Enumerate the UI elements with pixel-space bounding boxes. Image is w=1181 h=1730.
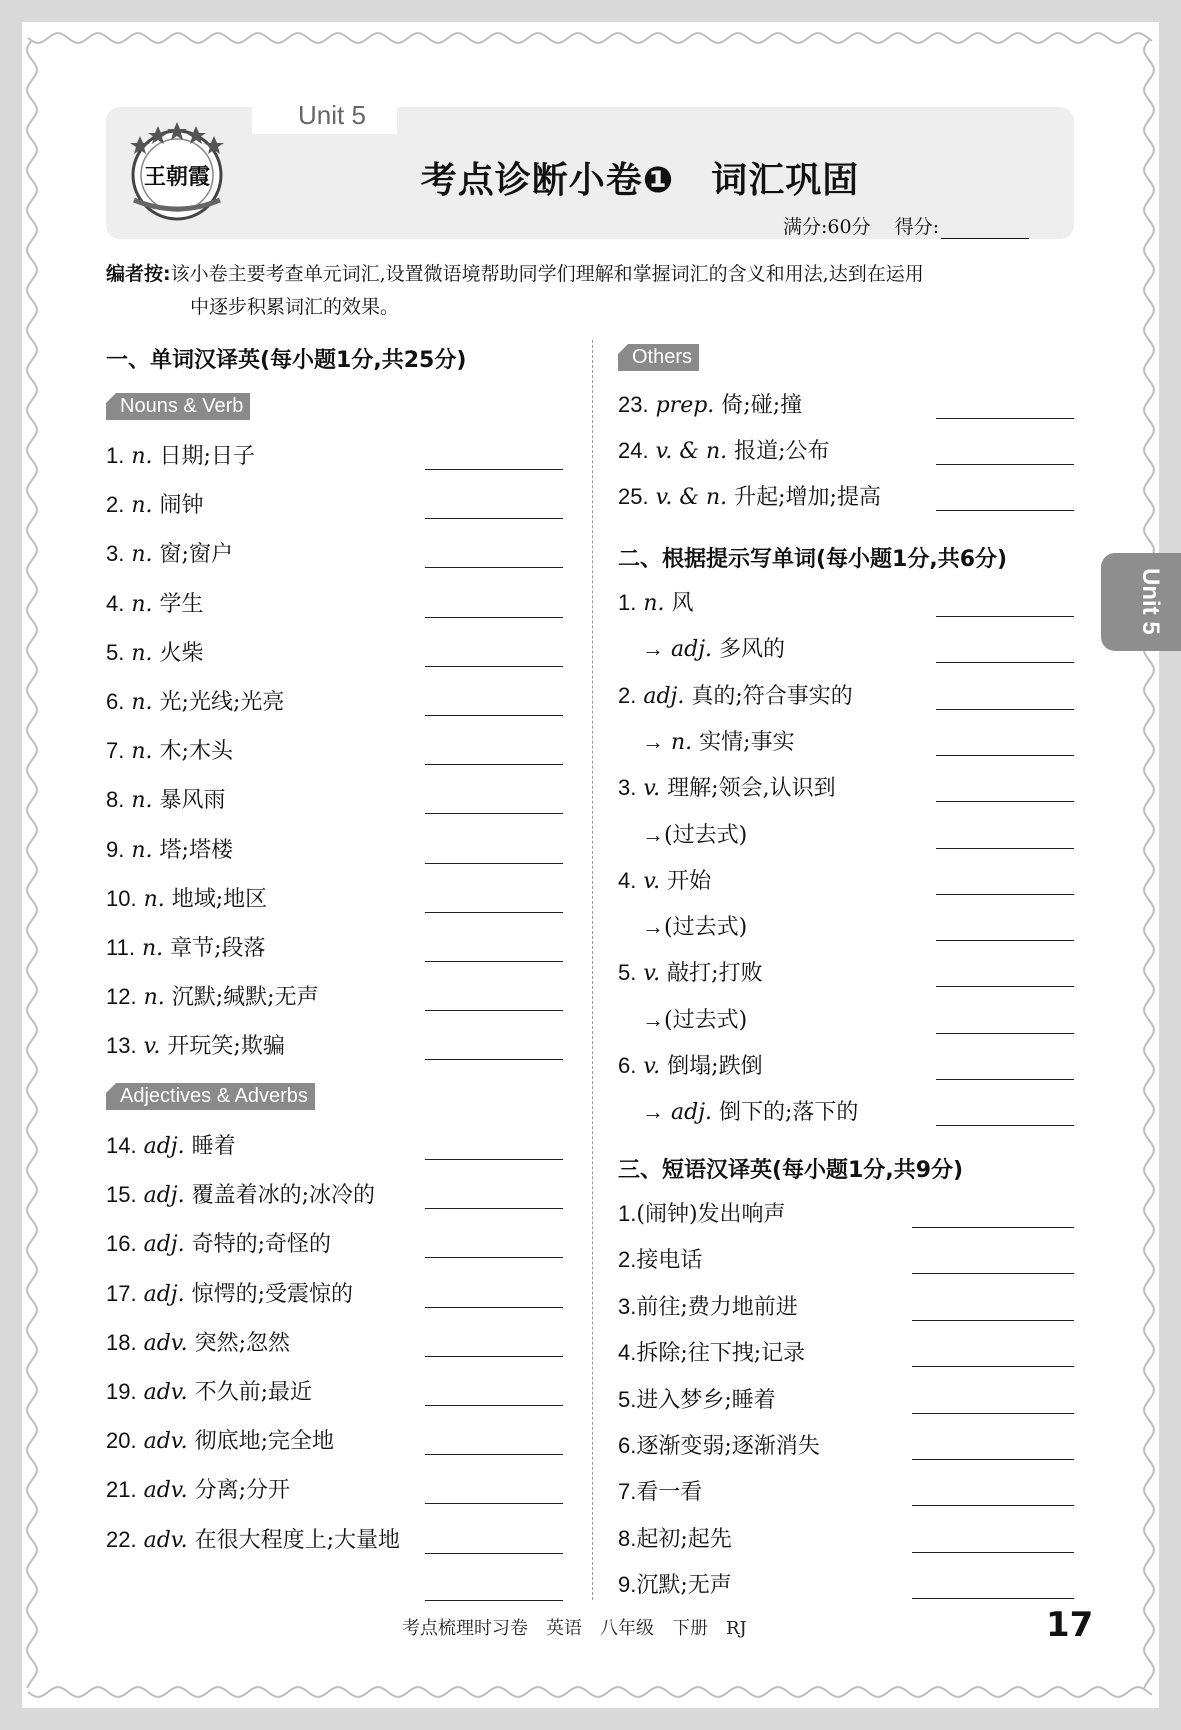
item-number: 9. bbox=[618, 1572, 637, 1598]
vocab-item bbox=[106, 785, 226, 816]
item-number: 4. bbox=[618, 1340, 637, 1366]
item-prompt: 日期;日子 bbox=[159, 444, 255, 469]
answer-blank[interactable] bbox=[425, 764, 563, 765]
part-of-speech: adj. bbox=[671, 637, 713, 663]
hint-item bbox=[618, 773, 836, 804]
item-number: 16. bbox=[106, 1231, 137, 1257]
vocab-item bbox=[106, 1475, 290, 1506]
item-prompt: 报道;公布 bbox=[734, 439, 830, 464]
item-number: 6. bbox=[618, 1433, 637, 1458]
item-prompt: 光;光线;光亮 bbox=[159, 690, 285, 715]
part-of-speech: n. bbox=[131, 444, 153, 469]
part-of-speech: adj. bbox=[143, 1281, 185, 1307]
item-number: 17. bbox=[106, 1280, 137, 1306]
item-number: 18. bbox=[106, 1329, 137, 1355]
column-divider bbox=[592, 340, 593, 1600]
item-prompt: 不久前;最近 bbox=[194, 1380, 313, 1405]
item-prompt: 倒下的;落下的 bbox=[719, 1100, 859, 1126]
score-line bbox=[783, 212, 1029, 239]
part-of-speech: v. bbox=[643, 776, 661, 802]
footer-text: 考点梳理时习卷 英语 八年级 下册 RJ bbox=[402, 1618, 747, 1639]
item-number: 6. bbox=[618, 1053, 637, 1078]
publisher-logo bbox=[122, 118, 232, 228]
item-prompt: (过去式) bbox=[664, 822, 748, 848]
item-number: 5. bbox=[106, 639, 125, 665]
item-prompt: 拆除;往下拽;记录 bbox=[636, 1341, 806, 1367]
phrase-item bbox=[618, 1199, 786, 1230]
answer-blank[interactable] bbox=[425, 1356, 563, 1357]
item-prompt: 沉默;缄默;无声 bbox=[171, 985, 319, 1011]
part-of-speech: n. bbox=[143, 985, 165, 1011]
item-prompt: 分离;分开 bbox=[194, 1478, 291, 1504]
answer-blank[interactable] bbox=[425, 813, 563, 814]
item-number: 11. bbox=[106, 935, 135, 960]
item-prompt: 进入梦乡;睡着 bbox=[636, 1387, 776, 1413]
answer-blank[interactable] bbox=[936, 940, 1074, 941]
part-of-speech: adj. bbox=[143, 1232, 185, 1258]
item-prompt: 开始 bbox=[667, 868, 712, 894]
item-prompt: 倒塌;跌倒 bbox=[667, 1054, 763, 1079]
part-of-speech: n. bbox=[131, 640, 153, 666]
item-number: 13. bbox=[106, 1033, 137, 1059]
answer-blank[interactable] bbox=[425, 961, 563, 962]
phrase-item bbox=[618, 1385, 776, 1416]
item-number: 3. bbox=[618, 1293, 637, 1319]
score-blank[interactable] bbox=[941, 219, 1029, 239]
answer-blank[interactable] bbox=[912, 1273, 1074, 1274]
item-number: 3. bbox=[618, 775, 637, 801]
item-number: 8. bbox=[618, 1525, 637, 1551]
item-prompt: 火柴 bbox=[159, 640, 204, 666]
vocab-item bbox=[106, 1279, 353, 1310]
hint-item bbox=[618, 588, 694, 619]
item-prompt: 睡着 bbox=[191, 1134, 236, 1159]
item-number: 14. bbox=[106, 1133, 137, 1158]
item-number: → bbox=[642, 1006, 664, 1032]
item-prompt: 起初;起先 bbox=[636, 1526, 732, 1552]
answer-blank[interactable] bbox=[425, 1307, 563, 1308]
item-number: 2. bbox=[106, 492, 125, 518]
section1-heading: 一、单词汉译英(每小题1分,共25分) bbox=[106, 348, 467, 373]
page-number: 17 bbox=[1046, 1605, 1094, 1645]
answer-blank[interactable] bbox=[936, 755, 1074, 756]
item-number: → bbox=[642, 728, 664, 754]
item-prompt: 看一看 bbox=[636, 1480, 703, 1506]
vocab-item bbox=[106, 1031, 285, 1062]
answer-blank[interactable] bbox=[936, 464, 1074, 465]
item-number: 1. bbox=[618, 1201, 637, 1226]
answer-blank[interactable] bbox=[425, 666, 563, 667]
part-of-speech: v. bbox=[143, 1034, 161, 1060]
page-title: 考点诊断小卷❶ 词汇巩固 bbox=[420, 160, 860, 201]
part-of-speech: n. bbox=[131, 837, 153, 863]
item-prompt: 覆盖着冰的;冰冷的 bbox=[191, 1183, 376, 1209]
svg-text:王朝霞: 王朝霞 bbox=[143, 164, 211, 190]
vocab-item bbox=[106, 884, 267, 915]
item-prompt: 倚;碰;撞 bbox=[721, 393, 803, 418]
vocab-item bbox=[106, 1377, 312, 1408]
item-number: 19. bbox=[106, 1379, 137, 1404]
part-of-speech: n. bbox=[671, 729, 693, 755]
vocab-item bbox=[106, 1426, 334, 1457]
item-number: 8. bbox=[106, 787, 125, 813]
answer-blank[interactable] bbox=[912, 1598, 1074, 1599]
answer-blank[interactable] bbox=[912, 1552, 1074, 1553]
answer-blank[interactable] bbox=[936, 801, 1074, 802]
item-number: 2. bbox=[618, 1247, 637, 1273]
vocab-item bbox=[106, 638, 204, 669]
answer-blank[interactable] bbox=[936, 1079, 1074, 1080]
vocab-item bbox=[106, 589, 204, 620]
part-of-speech: v. & n. bbox=[655, 485, 728, 510]
item-prompt: 风 bbox=[671, 591, 694, 616]
answer-blank[interactable] bbox=[936, 418, 1074, 419]
vocab-item bbox=[106, 1229, 331, 1260]
item-prompt: (过去式) bbox=[664, 1007, 748, 1033]
part-of-speech: adj. bbox=[143, 1183, 185, 1209]
item-prompt: 学生 bbox=[159, 591, 204, 617]
item-prompt: 真的;符合事实的 bbox=[691, 683, 853, 709]
editor-note bbox=[106, 258, 1081, 324]
item-number: 5. bbox=[618, 1386, 637, 1412]
part-of-speech: n. bbox=[643, 591, 665, 616]
answer-blank[interactable] bbox=[936, 616, 1074, 617]
part-of-speech: n. bbox=[131, 493, 153, 519]
phrase-item bbox=[618, 1524, 732, 1555]
item-number: 12. bbox=[106, 984, 137, 1010]
item-number: → bbox=[642, 821, 664, 847]
hint-item bbox=[642, 912, 747, 943]
item-number: 10. bbox=[106, 885, 137, 911]
answer-blank[interactable] bbox=[425, 1257, 563, 1258]
answer-blank[interactable] bbox=[425, 1553, 563, 1554]
vocab-item bbox=[106, 1131, 236, 1162]
answer-blank[interactable] bbox=[912, 1413, 1074, 1414]
answer-blank[interactable] bbox=[425, 912, 563, 913]
hint-item bbox=[642, 634, 785, 665]
full-score: 满分:60分 bbox=[783, 216, 871, 238]
answer-blank[interactable] bbox=[936, 1125, 1074, 1126]
item-number: 6. bbox=[106, 689, 125, 714]
item-prompt: 升起;增加;提高 bbox=[734, 485, 881, 510]
item-number: 9. bbox=[106, 836, 125, 862]
part-of-speech: adj. bbox=[143, 1134, 185, 1159]
item-prompt: 实情;事实 bbox=[699, 729, 795, 755]
part-of-speech: adj. bbox=[643, 683, 685, 709]
item-number: 23. bbox=[618, 392, 649, 417]
answer-blank[interactable] bbox=[912, 1227, 1074, 1228]
score-label: 得分: bbox=[894, 216, 940, 238]
item-prompt: 开玩笑;欺骗 bbox=[167, 1034, 285, 1060]
item-prompt: 前往;费力地前进 bbox=[636, 1294, 798, 1320]
answer-blank[interactable] bbox=[425, 1010, 563, 1011]
item-number: 5. bbox=[618, 960, 637, 986]
item-prompt: 沉默;无声 bbox=[636, 1573, 732, 1599]
item-prompt: 理解;领会,认识到 bbox=[667, 776, 836, 802]
item-number: 4. bbox=[618, 867, 637, 893]
part-of-speech: n. bbox=[143, 886, 165, 912]
vocab-item bbox=[106, 490, 204, 521]
part-of-speech: n. bbox=[131, 542, 153, 568]
vocab-item bbox=[106, 441, 255, 472]
item-number: 3. bbox=[106, 541, 125, 567]
vocab-item bbox=[618, 482, 881, 513]
answer-blank[interactable] bbox=[425, 1503, 563, 1504]
phrase-item bbox=[618, 1477, 702, 1508]
section2-heading: 二、根据提示写单词(每小题1分,共6分) bbox=[618, 547, 1008, 572]
answer-blank[interactable] bbox=[425, 1059, 563, 1060]
answer-blank[interactable] bbox=[936, 894, 1074, 895]
item-number: → bbox=[642, 636, 664, 662]
answer-blank[interactable] bbox=[912, 1366, 1074, 1367]
item-prompt: (闹钟)发出响声 bbox=[636, 1202, 786, 1227]
answer-blank[interactable] bbox=[912, 1505, 1074, 1506]
phrase-item bbox=[618, 1245, 702, 1276]
answer-blank[interactable] bbox=[425, 1600, 563, 1601]
item-number: 22. bbox=[106, 1526, 137, 1552]
vocab-item bbox=[106, 1525, 400, 1556]
answer-blank[interactable] bbox=[912, 1459, 1074, 1460]
hint-item bbox=[618, 681, 853, 712]
answer-blank[interactable] bbox=[936, 848, 1074, 849]
unit-label: Unit 5 bbox=[298, 100, 366, 130]
item-prompt: 奇特的;奇怪的 bbox=[191, 1232, 332, 1258]
item-number: 7. bbox=[618, 1479, 637, 1505]
part-of-speech: adv. bbox=[143, 1478, 188, 1504]
part-of-speech: v. bbox=[643, 1054, 661, 1079]
item-prompt: 彻底地;完全地 bbox=[194, 1429, 335, 1455]
item-prompt: 逐渐变弱;逐渐消失 bbox=[636, 1434, 820, 1459]
item-prompt: 突然;忽然 bbox=[194, 1330, 291, 1356]
item-prompt: 塔;塔楼 bbox=[159, 837, 233, 863]
editor-note-label: 编者按: bbox=[106, 263, 171, 285]
item-number: 2. bbox=[618, 682, 637, 708]
hint-item bbox=[642, 1097, 858, 1128]
item-number: 21. bbox=[106, 1477, 137, 1503]
part-of-speech: adj. bbox=[671, 1100, 713, 1126]
part-of-speech: n. bbox=[141, 936, 164, 961]
part-of-speech: adv. bbox=[143, 1380, 188, 1405]
tag-adjectives-adverbs: Adjectives & Adverbs bbox=[106, 1083, 315, 1110]
phrase-item bbox=[618, 1431, 820, 1462]
part-of-speech: n. bbox=[131, 739, 153, 765]
item-prompt: 闹钟 bbox=[159, 493, 204, 519]
answer-blank[interactable] bbox=[912, 1320, 1074, 1321]
answer-blank[interactable] bbox=[936, 986, 1074, 987]
item-number: 1. bbox=[106, 443, 125, 468]
item-prompt: 章节;段落 bbox=[170, 936, 266, 961]
answer-blank[interactable] bbox=[425, 617, 563, 618]
item-prompt: 敲打;打败 bbox=[667, 961, 763, 987]
answer-blank[interactable] bbox=[425, 863, 563, 864]
answer-blank[interactable] bbox=[425, 1405, 563, 1406]
phrase-item bbox=[618, 1338, 805, 1369]
part-of-speech: n. bbox=[131, 690, 153, 715]
hint-item bbox=[642, 727, 795, 758]
item-prompt: 惊愕的;受震惊的 bbox=[191, 1281, 354, 1307]
item-prompt: 地域;地区 bbox=[171, 886, 268, 912]
item-number: 24. bbox=[618, 438, 649, 463]
vocab-item bbox=[106, 1180, 375, 1211]
part-of-speech: v. & n. bbox=[655, 439, 728, 464]
item-number: 4. bbox=[106, 590, 125, 616]
part-of-speech: adv. bbox=[143, 1429, 188, 1455]
vocab-item bbox=[106, 933, 266, 964]
part-of-speech: n. bbox=[131, 788, 153, 814]
vocab-item bbox=[106, 539, 233, 570]
item-prompt: 在很大程度上;大量地 bbox=[194, 1527, 401, 1553]
vocab-item bbox=[106, 1328, 290, 1359]
answer-blank[interactable] bbox=[936, 510, 1074, 511]
answer-blank[interactable] bbox=[425, 469, 563, 470]
part-of-speech: adv. bbox=[143, 1330, 188, 1356]
item-prompt: 木;木头 bbox=[159, 739, 233, 765]
vocab-item bbox=[618, 390, 802, 421]
part-of-speech: n. bbox=[131, 591, 153, 617]
item-number: 1. bbox=[618, 590, 637, 615]
tag-nouns-verb: Nouns & Verb bbox=[106, 393, 250, 420]
vocab-item bbox=[106, 982, 319, 1013]
item-prompt: (过去式) bbox=[664, 915, 748, 941]
hint-item bbox=[618, 1051, 763, 1082]
answer-blank[interactable] bbox=[425, 1208, 563, 1209]
hint-item bbox=[642, 1005, 747, 1036]
editor-note-line2: 中逐步积累词汇的效果。 bbox=[190, 296, 400, 318]
item-number: 25. bbox=[618, 484, 649, 509]
vocab-item bbox=[618, 436, 830, 467]
section3-heading: 三、短语汉译英(每小题1分,共9分) bbox=[618, 1158, 964, 1183]
answer-blank[interactable] bbox=[936, 662, 1074, 663]
phrase-item bbox=[618, 1570, 732, 1601]
answer-blank[interactable] bbox=[936, 709, 1074, 710]
part-of-speech: v. bbox=[643, 868, 661, 894]
phrase-item bbox=[618, 1292, 798, 1323]
item-prompt: 暴风雨 bbox=[159, 788, 226, 814]
hint-item bbox=[618, 866, 711, 897]
vocab-item bbox=[106, 736, 233, 767]
item-number: → bbox=[642, 914, 664, 940]
item-prompt: 窗;窗户 bbox=[159, 542, 233, 568]
part-of-speech: adv. bbox=[143, 1527, 188, 1553]
item-prompt: 多风的 bbox=[719, 637, 786, 663]
hint-item bbox=[642, 820, 747, 851]
item-prompt: 接电话 bbox=[636, 1248, 703, 1274]
answer-blank[interactable] bbox=[425, 1159, 563, 1160]
answer-blank[interactable] bbox=[425, 518, 563, 519]
hint-item bbox=[618, 958, 763, 989]
answer-blank[interactable] bbox=[425, 1454, 563, 1455]
item-number: → bbox=[642, 1099, 664, 1125]
answer-blank[interactable] bbox=[425, 715, 563, 716]
answer-blank[interactable] bbox=[425, 567, 563, 568]
item-number: 15. bbox=[106, 1182, 137, 1208]
part-of-speech: prep. bbox=[655, 393, 715, 418]
part-of-speech: v. bbox=[643, 961, 661, 987]
answer-blank[interactable] bbox=[936, 1033, 1074, 1034]
side-tab-label: Unit 5 bbox=[1137, 568, 1164, 635]
vocab-item bbox=[106, 687, 284, 718]
editor-note-line1: 该小卷主要考查单元词汇,设置微语境帮助同学们理解和掌握词汇的含义和用法,达到在运用 bbox=[170, 263, 924, 285]
item-number: 20. bbox=[106, 1428, 137, 1454]
tag-others: Others bbox=[618, 344, 699, 371]
item-number: 7. bbox=[106, 738, 125, 764]
vocab-item bbox=[106, 835, 233, 866]
